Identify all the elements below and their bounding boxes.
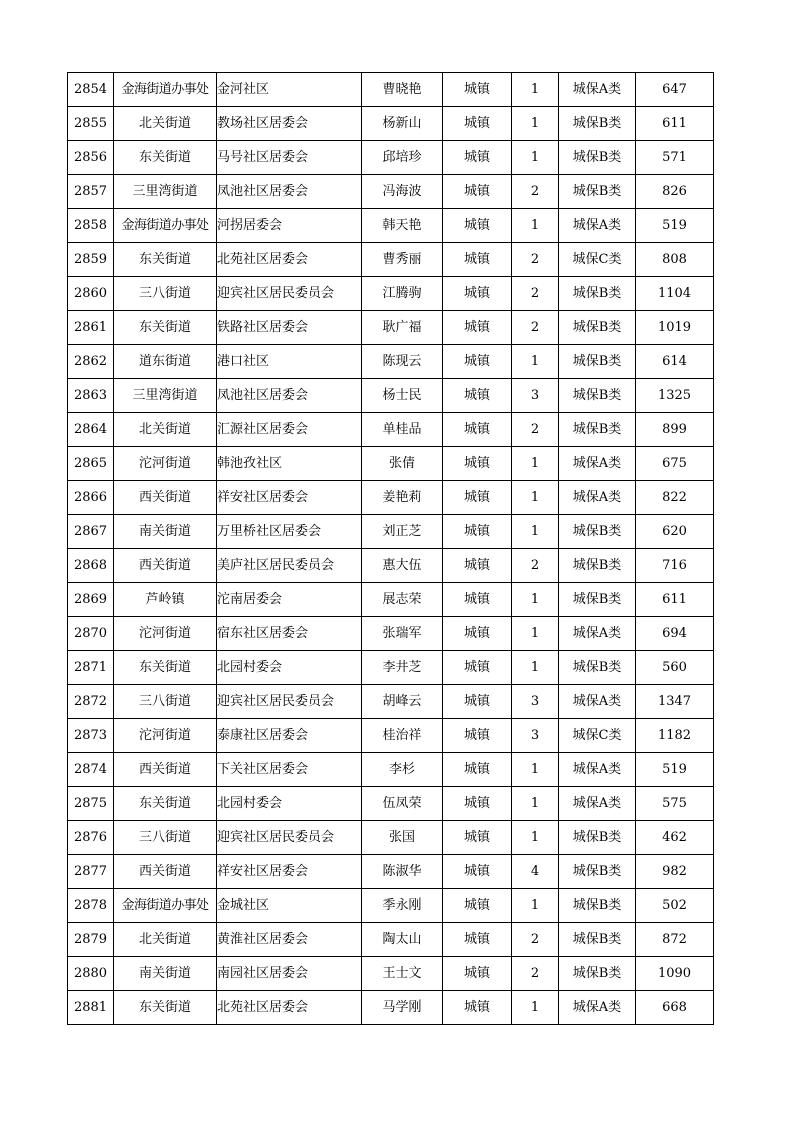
amount-cell: 611 [636, 583, 714, 617]
recipient-name-cell: 张国 [362, 821, 443, 855]
amount-cell: 694 [636, 617, 714, 651]
assistance-category-cell: 城保A类 [559, 209, 636, 243]
table-row [68, 923, 714, 957]
assistance-category-cell: 城保B类 [559, 107, 636, 141]
assistance-category-cell: 城保B类 [559, 957, 636, 991]
street-office-cell: 沱河街道 [114, 617, 217, 651]
record-number-cell: 2858 [68, 209, 114, 243]
household-count-cell: 4 [512, 855, 559, 889]
area-type-cell: 城镇 [443, 719, 512, 753]
street-office-cell: 西关街道 [114, 549, 217, 583]
recipient-name-cell: 马学刚 [362, 991, 443, 1025]
roster-table-body [68, 73, 714, 1025]
roster-table [67, 72, 714, 1025]
street-office-cell: 三里湾街道 [114, 175, 217, 209]
record-number-cell: 2859 [68, 243, 114, 277]
area-type-cell: 城镇 [443, 379, 512, 413]
area-type-cell: 城镇 [443, 549, 512, 583]
assistance-category-cell: 城保B类 [559, 277, 636, 311]
table-row [68, 855, 714, 889]
table-row [68, 413, 714, 447]
amount-cell: 716 [636, 549, 714, 583]
amount-cell: 982 [636, 855, 714, 889]
recipient-name-cell: 胡峰云 [362, 685, 443, 719]
street-office-cell: 北关街道 [114, 413, 217, 447]
community-cell: 宿东社区居委会 [217, 617, 362, 651]
community-cell: 汇源社区居委会 [217, 413, 362, 447]
community-cell: 金城社区 [217, 889, 362, 923]
community-cell: 泰康社区居委会 [217, 719, 362, 753]
street-office-cell: 北关街道 [114, 107, 217, 141]
area-type-cell: 城镇 [443, 787, 512, 821]
community-cell: 河拐居委会 [217, 209, 362, 243]
area-type-cell: 城镇 [443, 345, 512, 379]
recipient-name-cell: 张倩 [362, 447, 443, 481]
record-number-cell: 2879 [68, 923, 114, 957]
household-count-cell: 2 [512, 243, 559, 277]
table-row [68, 209, 714, 243]
assistance-category-cell: 城保B类 [559, 549, 636, 583]
street-office-cell: 沱河街道 [114, 447, 217, 481]
amount-cell: 675 [636, 447, 714, 481]
recipient-name-cell: 陶太山 [362, 923, 443, 957]
household-count-cell: 1 [512, 141, 559, 175]
recipient-name-cell: 惠大伍 [362, 549, 443, 583]
assistance-category-cell: 城保A类 [559, 617, 636, 651]
area-type-cell: 城镇 [443, 889, 512, 923]
household-count-cell: 2 [512, 957, 559, 991]
record-number-cell: 2875 [68, 787, 114, 821]
household-count-cell: 3 [512, 685, 559, 719]
street-office-cell: 西关街道 [114, 753, 217, 787]
recipient-name-cell: 季永刚 [362, 889, 443, 923]
street-office-cell: 东关街道 [114, 787, 217, 821]
table-row [68, 753, 714, 787]
table-row [68, 243, 714, 277]
area-type-cell: 城镇 [443, 209, 512, 243]
area-type-cell: 城镇 [443, 821, 512, 855]
record-number-cell: 2880 [68, 957, 114, 991]
record-number-cell: 2857 [68, 175, 114, 209]
area-type-cell: 城镇 [443, 753, 512, 787]
record-number-cell: 2869 [68, 583, 114, 617]
assistance-category-cell: 城保A类 [559, 685, 636, 719]
recipient-name-cell: 曹秀丽 [362, 243, 443, 277]
assistance-category-cell: 城保B类 [559, 889, 636, 923]
assistance-category-cell: 城保B类 [559, 821, 636, 855]
community-cell: 沱南居委会 [217, 583, 362, 617]
community-cell: 港口社区 [217, 345, 362, 379]
amount-cell: 808 [636, 243, 714, 277]
record-number-cell: 2868 [68, 549, 114, 583]
table-row [68, 277, 714, 311]
household-count-cell: 1 [512, 889, 559, 923]
area-type-cell: 城镇 [443, 991, 512, 1025]
amount-cell: 822 [636, 481, 714, 515]
street-office-cell: 金海街道办事处 [114, 889, 217, 923]
table-row [68, 175, 714, 209]
recipient-name-cell: 冯海波 [362, 175, 443, 209]
record-number-cell: 2878 [68, 889, 114, 923]
table-row [68, 481, 714, 515]
recipient-name-cell: 韩天艳 [362, 209, 443, 243]
household-count-cell: 1 [512, 447, 559, 481]
record-number-cell: 2854 [68, 73, 114, 107]
street-office-cell: 南关街道 [114, 957, 217, 991]
amount-cell: 668 [636, 991, 714, 1025]
record-number-cell: 2856 [68, 141, 114, 175]
community-cell: 北苑社区居委会 [217, 243, 362, 277]
amount-cell: 826 [636, 175, 714, 209]
amount-cell: 519 [636, 209, 714, 243]
table-row [68, 617, 714, 651]
household-count-cell: 1 [512, 515, 559, 549]
assistance-category-cell: 城保B类 [559, 345, 636, 379]
community-cell: 南园社区居委会 [217, 957, 362, 991]
community-cell: 美庐社区居民委员会 [217, 549, 362, 583]
recipient-name-cell: 杨士民 [362, 379, 443, 413]
street-office-cell: 三八街道 [114, 277, 217, 311]
community-cell: 迎宾社区居民委员会 [217, 277, 362, 311]
area-type-cell: 城镇 [443, 141, 512, 175]
assistance-category-cell: 城保B类 [559, 923, 636, 957]
record-number-cell: 2865 [68, 447, 114, 481]
area-type-cell: 城镇 [443, 481, 512, 515]
community-cell: 金河社区 [217, 73, 362, 107]
assistance-category-cell: 城保B类 [559, 141, 636, 175]
record-number-cell: 2860 [68, 277, 114, 311]
table-row [68, 889, 714, 923]
recipient-name-cell: 曹晓艳 [362, 73, 443, 107]
household-count-cell: 1 [512, 73, 559, 107]
table-row [68, 583, 714, 617]
assistance-category-cell: 城保B类 [559, 379, 636, 413]
community-cell: 韩池孜社区 [217, 447, 362, 481]
community-cell: 北园村委会 [217, 651, 362, 685]
recipient-name-cell: 陈淑华 [362, 855, 443, 889]
assistance-category-cell: 城保A类 [559, 787, 636, 821]
record-number-cell: 2872 [68, 685, 114, 719]
assistance-category-cell: 城保B类 [559, 855, 636, 889]
recipient-name-cell: 李杉 [362, 753, 443, 787]
street-office-cell: 芦岭镇 [114, 583, 217, 617]
community-cell: 北苑社区居委会 [217, 991, 362, 1025]
recipient-name-cell: 张瑞军 [362, 617, 443, 651]
table-row [68, 549, 714, 583]
amount-cell: 899 [636, 413, 714, 447]
recipient-name-cell: 江腾驹 [362, 277, 443, 311]
street-office-cell: 东关街道 [114, 991, 217, 1025]
household-count-cell: 1 [512, 481, 559, 515]
area-type-cell: 城镇 [443, 651, 512, 685]
table-row [68, 107, 714, 141]
street-office-cell: 金海街道办事处 [114, 73, 217, 107]
table-row [68, 719, 714, 753]
table-row [68, 821, 714, 855]
assistance-category-cell: 城保C类 [559, 719, 636, 753]
household-count-cell: 1 [512, 821, 559, 855]
assistance-category-cell: 城保B类 [559, 583, 636, 617]
assistance-category-cell: 城保A类 [559, 481, 636, 515]
record-number-cell: 2864 [68, 413, 114, 447]
area-type-cell: 城镇 [443, 447, 512, 481]
street-office-cell: 三八街道 [114, 821, 217, 855]
table-row [68, 311, 714, 345]
household-count-cell: 1 [512, 651, 559, 685]
household-count-cell: 2 [512, 175, 559, 209]
street-office-cell: 三八街道 [114, 685, 217, 719]
record-number-cell: 2861 [68, 311, 114, 345]
table-row [68, 447, 714, 481]
assistance-category-cell: 城保B类 [559, 515, 636, 549]
community-cell: 北园村委会 [217, 787, 362, 821]
recipient-name-cell: 展志荣 [362, 583, 443, 617]
table-row [68, 685, 714, 719]
amount-cell: 575 [636, 787, 714, 821]
amount-cell: 560 [636, 651, 714, 685]
area-type-cell: 城镇 [443, 923, 512, 957]
household-count-cell: 1 [512, 787, 559, 821]
street-office-cell: 南关街道 [114, 515, 217, 549]
community-cell: 万里桥社区居委会 [217, 515, 362, 549]
household-count-cell: 3 [512, 719, 559, 753]
street-office-cell: 三里湾街道 [114, 379, 217, 413]
amount-cell: 611 [636, 107, 714, 141]
assistance-category-cell: 城保A类 [559, 991, 636, 1025]
recipient-name-cell: 刘正芝 [362, 515, 443, 549]
household-count-cell: 2 [512, 549, 559, 583]
community-cell: 凤池社区居委会 [217, 379, 362, 413]
amount-cell: 1325 [636, 379, 714, 413]
area-type-cell: 城镇 [443, 311, 512, 345]
assistance-category-cell: 城保B类 [559, 175, 636, 209]
recipient-name-cell: 邱培珍 [362, 141, 443, 175]
table-row [68, 73, 714, 107]
community-cell: 黄淮社区居委会 [217, 923, 362, 957]
community-cell: 凤池社区居委会 [217, 175, 362, 209]
household-count-cell: 2 [512, 413, 559, 447]
street-office-cell: 西关街道 [114, 481, 217, 515]
community-cell: 下关社区居委会 [217, 753, 362, 787]
amount-cell: 1104 [636, 277, 714, 311]
table-row [68, 957, 714, 991]
household-count-cell: 1 [512, 209, 559, 243]
record-number-cell: 2876 [68, 821, 114, 855]
amount-cell: 571 [636, 141, 714, 175]
record-number-cell: 2855 [68, 107, 114, 141]
street-office-cell: 沱河街道 [114, 719, 217, 753]
household-count-cell: 2 [512, 311, 559, 345]
amount-cell: 872 [636, 923, 714, 957]
community-cell: 迎宾社区居民委员会 [217, 685, 362, 719]
street-office-cell: 西关街道 [114, 855, 217, 889]
community-cell: 教场社区居委会 [217, 107, 362, 141]
recipient-name-cell: 陈现云 [362, 345, 443, 379]
assistance-category-cell: 城保A类 [559, 447, 636, 481]
record-number-cell: 2881 [68, 991, 114, 1025]
table-row [68, 345, 714, 379]
street-office-cell: 道东街道 [114, 345, 217, 379]
recipient-name-cell: 耿广福 [362, 311, 443, 345]
table-row [68, 651, 714, 685]
recipient-name-cell: 姜艳莉 [362, 481, 443, 515]
household-count-cell: 2 [512, 277, 559, 311]
community-cell: 祥安社区居委会 [217, 855, 362, 889]
community-cell: 铁路社区居委会 [217, 311, 362, 345]
household-count-cell: 3 [512, 379, 559, 413]
record-number-cell: 2871 [68, 651, 114, 685]
amount-cell: 1090 [636, 957, 714, 991]
household-count-cell: 1 [512, 753, 559, 787]
assistance-category-cell: 城保B类 [559, 413, 636, 447]
amount-cell: 614 [636, 345, 714, 379]
area-type-cell: 城镇 [443, 107, 512, 141]
area-type-cell: 城镇 [443, 583, 512, 617]
area-type-cell: 城镇 [443, 855, 512, 889]
table-row [68, 787, 714, 821]
amount-cell: 1182 [636, 719, 714, 753]
amount-cell: 647 [636, 73, 714, 107]
amount-cell: 519 [636, 753, 714, 787]
area-type-cell: 城镇 [443, 617, 512, 651]
recipient-name-cell: 杨新山 [362, 107, 443, 141]
record-number-cell: 2874 [68, 753, 114, 787]
table-row [68, 379, 714, 413]
table-row [68, 141, 714, 175]
amount-cell: 1347 [636, 685, 714, 719]
street-office-cell: 东关街道 [114, 311, 217, 345]
recipient-name-cell: 王士文 [362, 957, 443, 991]
assistance-category-cell: 城保B类 [559, 651, 636, 685]
household-count-cell: 1 [512, 991, 559, 1025]
record-number-cell: 2867 [68, 515, 114, 549]
street-office-cell: 金海街道办事处 [114, 209, 217, 243]
street-office-cell: 北关街道 [114, 923, 217, 957]
record-number-cell: 2866 [68, 481, 114, 515]
record-number-cell: 2870 [68, 617, 114, 651]
amount-cell: 502 [636, 889, 714, 923]
area-type-cell: 城镇 [443, 685, 512, 719]
household-count-cell: 1 [512, 583, 559, 617]
amount-cell: 462 [636, 821, 714, 855]
area-type-cell: 城镇 [443, 73, 512, 107]
household-count-cell: 1 [512, 345, 559, 379]
recipient-name-cell: 伍凤荣 [362, 787, 443, 821]
household-count-cell: 2 [512, 923, 559, 957]
street-office-cell: 东关街道 [114, 243, 217, 277]
amount-cell: 1019 [636, 311, 714, 345]
recipient-name-cell: 桂治祥 [362, 719, 443, 753]
community-cell: 迎宾社区居民委员会 [217, 821, 362, 855]
area-type-cell: 城镇 [443, 277, 512, 311]
assistance-category-cell: 城保B类 [559, 311, 636, 345]
recipient-name-cell: 单桂品 [362, 413, 443, 447]
assistance-category-cell: 城保C类 [559, 243, 636, 277]
recipient-name-cell: 李井芝 [362, 651, 443, 685]
area-type-cell: 城镇 [443, 957, 512, 991]
area-type-cell: 城镇 [443, 413, 512, 447]
record-number-cell: 2862 [68, 345, 114, 379]
record-number-cell: 2873 [68, 719, 114, 753]
amount-cell: 620 [636, 515, 714, 549]
assistance-category-cell: 城保A类 [559, 73, 636, 107]
record-number-cell: 2877 [68, 855, 114, 889]
area-type-cell: 城镇 [443, 515, 512, 549]
street-office-cell: 东关街道 [114, 141, 217, 175]
street-office-cell: 东关街道 [114, 651, 217, 685]
household-count-cell: 1 [512, 107, 559, 141]
table-row [68, 991, 714, 1025]
table-row [68, 515, 714, 549]
assistance-category-cell: 城保A类 [559, 753, 636, 787]
household-count-cell: 1 [512, 617, 559, 651]
record-number-cell: 2863 [68, 379, 114, 413]
roster-sheet [67, 72, 714, 1025]
area-type-cell: 城镇 [443, 243, 512, 277]
area-type-cell: 城镇 [443, 175, 512, 209]
community-cell: 马号社区居委会 [217, 141, 362, 175]
community-cell: 祥安社区居委会 [217, 481, 362, 515]
